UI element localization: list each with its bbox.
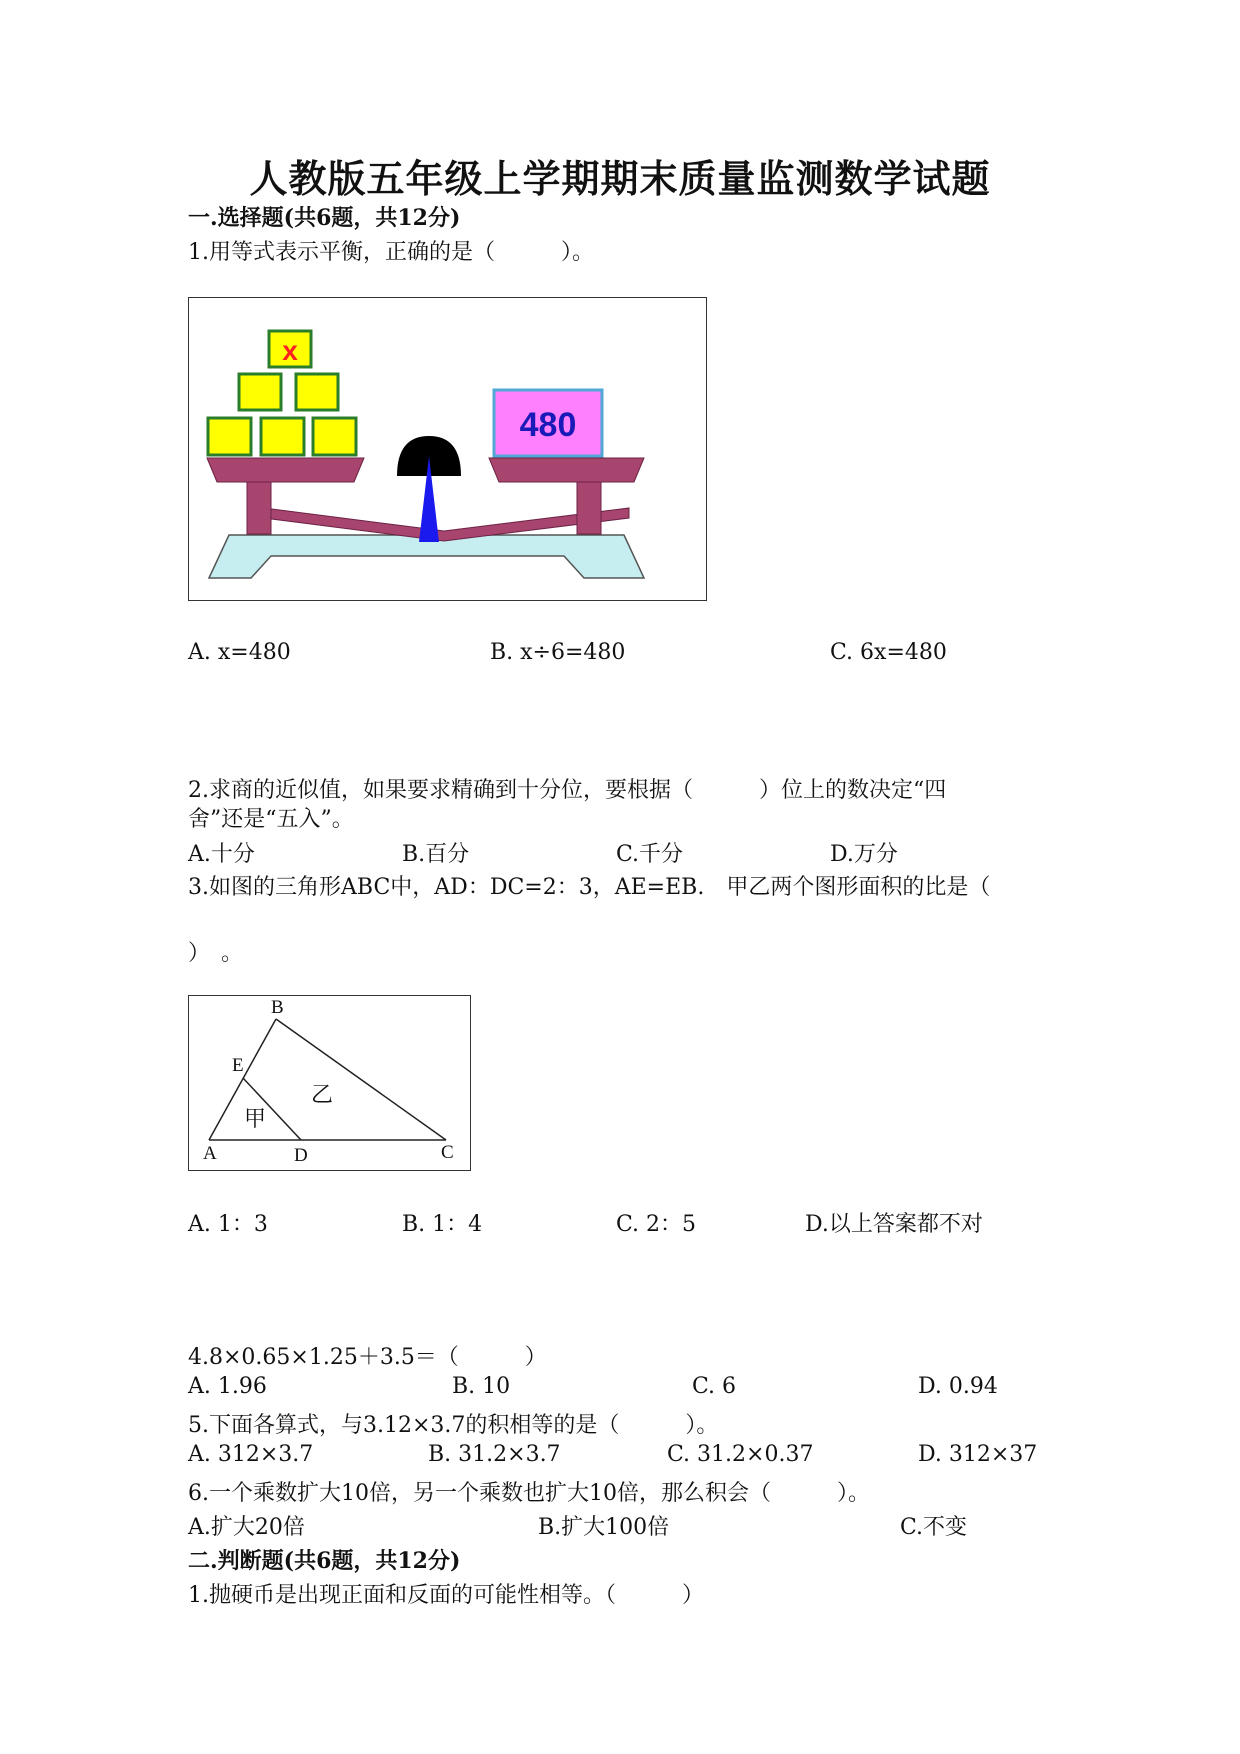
vertex-b-label: B xyxy=(271,997,284,1018)
balance-scale-illustration xyxy=(189,298,706,600)
question-1-text: 1.用等式表示平衡，正确的是（ ）。 xyxy=(188,240,594,265)
region-yi-label: 乙 xyxy=(311,1082,334,1107)
q4-option-b[interactable]: B. 10 xyxy=(452,1374,511,1399)
q5-option-a[interactable]: A. 312×3.7 xyxy=(188,1442,314,1467)
q4-option-c[interactable]: C. 6 xyxy=(692,1374,737,1399)
q1-option-c[interactable]: C. 6x=480 xyxy=(830,640,947,665)
question-2-text-line1: 2.求商的近似值，如果要求精确到十分位，要根据（ ）位上的数决定“四 xyxy=(188,778,947,803)
q3-option-c[interactable]: C. 2：5 xyxy=(616,1212,697,1237)
q6-option-b[interactable]: B.扩大100倍 xyxy=(538,1515,670,1540)
vertex-c-label: C xyxy=(441,1142,454,1163)
q3-option-a[interactable]: A. 1：3 xyxy=(188,1212,268,1237)
q2-option-c[interactable]: C.千分 xyxy=(616,842,684,867)
q2-option-b[interactable]: B.百分 xyxy=(402,842,470,867)
q4-option-a[interactable]: A. 1.96 xyxy=(188,1374,267,1399)
q1-option-b[interactable]: B. x÷6=480 xyxy=(490,640,626,665)
q3-option-b[interactable]: B. 1：4 xyxy=(402,1212,483,1237)
region-jia-label: 甲 xyxy=(244,1106,267,1131)
question-4-text: 4.8×0.65×1.25＋3.5＝（ ） xyxy=(188,1345,547,1370)
q2-option-a[interactable]: A.十分 xyxy=(188,842,255,867)
question-5-text: 5.下面各算式，与3.12×3.7的积相等的是（ ）。 xyxy=(188,1413,719,1438)
q1-option-a[interactable]: A. x=480 xyxy=(188,640,291,665)
q6-option-a[interactable]: A.扩大20倍 xyxy=(188,1515,305,1540)
q5-option-b[interactable]: B. 31.2×3.7 xyxy=(428,1442,561,1467)
unknown-x-label: x xyxy=(282,335,298,366)
question-6-text: 6.一个乘数扩大10倍，另一个乘数也扩大10倍，那么积会（ ）。 xyxy=(188,1481,870,1506)
q2-option-d[interactable]: D.万分 xyxy=(830,842,898,867)
vertex-a-label: A xyxy=(203,1143,217,1164)
section-heading-true-false: 二.判断题(共6题，共12分) xyxy=(188,1548,461,1574)
balance-scale-figure xyxy=(188,297,707,601)
triangle-abc-illustration xyxy=(189,996,470,1170)
weight-480-label: 480 xyxy=(519,406,577,444)
tf-question-1-text: 1.抛硬币是出现正面和反面的可能性相等。（ ） xyxy=(188,1583,704,1608)
q5-option-c[interactable]: C. 31.2×0.37 xyxy=(667,1442,814,1467)
page-title: 人教版五年级上学期期末质量监测数学试题 xyxy=(249,156,991,201)
vertex-d-label: D xyxy=(294,1145,308,1166)
vertex-e-label: E xyxy=(232,1055,244,1076)
q3-option-d[interactable]: D.以上答案都不对 xyxy=(805,1212,983,1237)
question-3-text-line2: ） 。 xyxy=(188,941,244,966)
q5-option-d[interactable]: D. 312×37 xyxy=(918,1442,1038,1467)
question-3-text-line1: 3.如图的三角形ABC中，AD：DC=2：3，AE=EB. 甲乙两个图形面积的比是（ xyxy=(188,875,991,900)
q4-option-d[interactable]: D. 0.94 xyxy=(918,1374,998,1399)
question-2-text-line2: 舍”还是“五入”。 xyxy=(188,807,354,832)
triangle-figure xyxy=(188,995,471,1171)
section-heading-choice: 一.选择题(共6题，共12分) xyxy=(188,205,461,231)
q6-option-c[interactable]: C.不变 xyxy=(900,1515,968,1540)
